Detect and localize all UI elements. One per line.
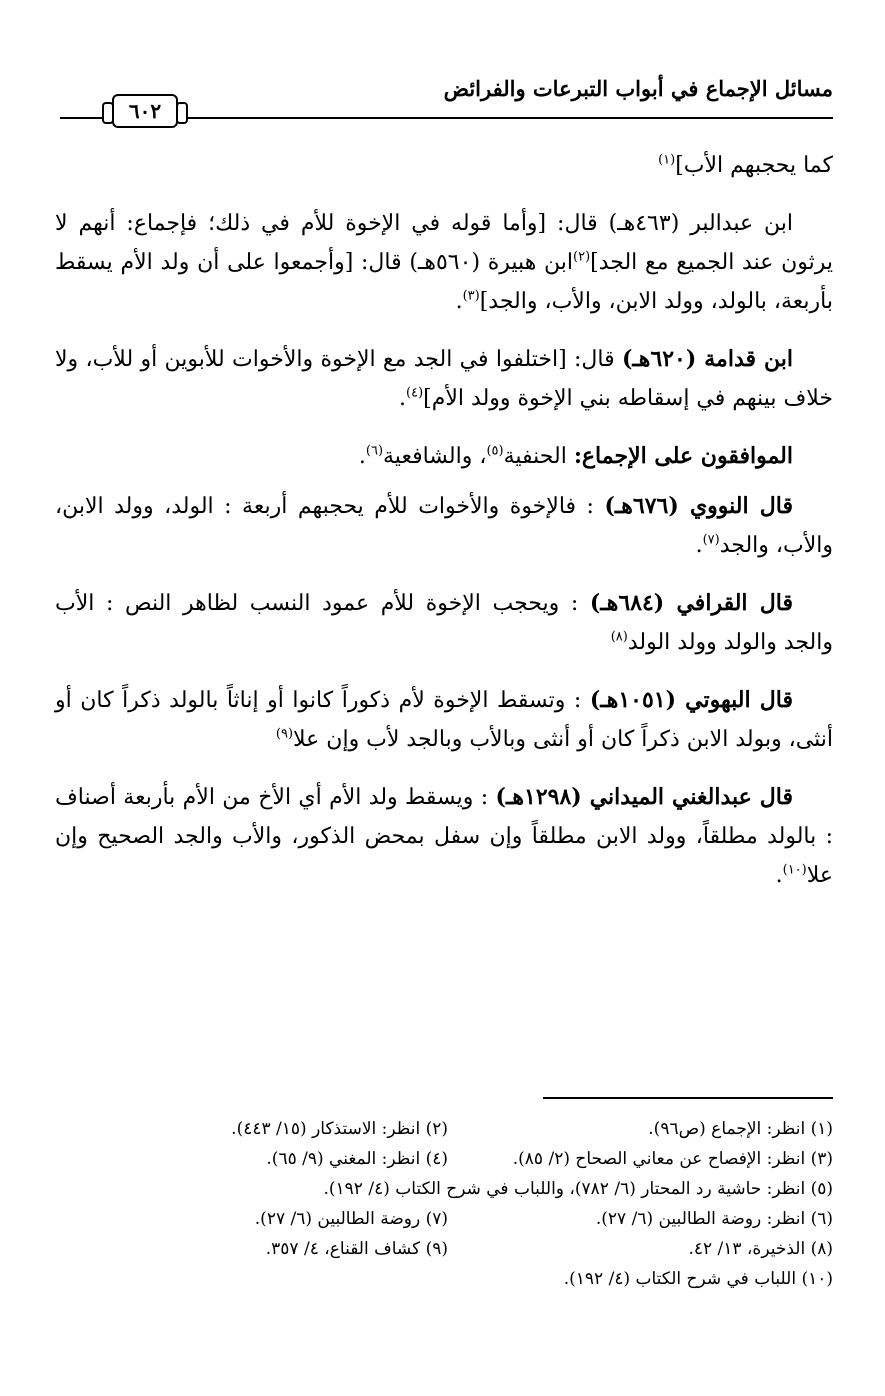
footnotes xyxy=(55,1114,833,1294)
footnote: (٤) انظر: المغني (٩/ ٦٥). xyxy=(266,1149,448,1169)
paragraph-text: : فالإخوة والأخوات للأم يحجبهم أربعة : الولد، وولد الابن، والأب، والجد xyxy=(55,494,833,558)
paragraph-text: ابن هبيرة (٥٦٠هـ) قال: [وأجمعوا على أن ولد الأم يسقط بأربعة، بالولد، وولد الابن، والأب، والجد] xyxy=(55,250,833,314)
paragraph xyxy=(55,437,833,476)
footnote: (١٠) اللباب في شرح الكتاب (٤/ ١٩٢). xyxy=(563,1269,833,1289)
bold-heading: ابن قدامة (٦٢٠هـ) xyxy=(621,346,793,372)
paragraph-text: . xyxy=(775,863,783,888)
footnote-row xyxy=(55,1204,833,1234)
bold-heading: قال عبدالغني الميداني (١٢٩٨هـ) xyxy=(495,784,794,810)
paragraph-text: الحنفية xyxy=(503,444,574,469)
paragraph xyxy=(55,340,833,418)
body-text xyxy=(55,146,833,914)
footnote-marker: (١٠) xyxy=(782,862,807,878)
footnote-marker: (٦) xyxy=(365,443,384,459)
footnote-marker: (٩) xyxy=(275,726,294,742)
footnote-row xyxy=(55,1174,833,1204)
footnote: (٨) الذخيرة، ١٣/ ٤٢. xyxy=(688,1239,833,1259)
paragraph-text: ابن عبدالبر (٤٦٣هـ) قال: [وأما قوله في الإخوة للأم في ذلك؛ فإجماع: أنهم لا يرثون عند الجميع مع الجد] xyxy=(55,211,833,275)
bold-heading: قال البهوتي (١٠٥١هـ) xyxy=(589,687,793,713)
paragraph-text: : ويسقط ولد الأم أي الأخ من الأم بأربعة أصناف : بالولد مطلقاً، وولد الابن مطلقاً وإن سفل بمحض الذكور، والأب والجد الصحيح وإن علا xyxy=(55,785,833,888)
bold-heading: الموافقون على الإجماع: xyxy=(573,443,793,469)
footnote-marker: (١) xyxy=(658,152,676,168)
footnote: (٥) انظر: حاشية رد المحتار (٦/ ٧٨٢)، واللباب في شرح الكتاب (٤/ ١٩٢). xyxy=(323,1179,833,1199)
paragraph-text: : ويحجب الإخوة للأم عمود النسب لظاهر النص : الأب والجد والولد وولد الولد xyxy=(55,591,833,655)
paragraph-text: كما يحجبهم الأب] xyxy=(675,153,833,178)
footnote-marker: (٤) xyxy=(406,385,424,401)
paragraph-text: . xyxy=(695,533,703,558)
bold-heading: قال النووي (٦٧٦هـ) xyxy=(604,493,793,519)
footnote-marker: (٢) xyxy=(573,249,591,265)
bold-heading: قال القرافي (٦٨٤هـ) xyxy=(589,590,793,616)
footnote-marker: (٣) xyxy=(462,288,480,304)
paragraph-text: . xyxy=(399,386,407,411)
footnote-row xyxy=(55,1144,833,1174)
paragraph-text: . xyxy=(358,444,366,469)
paragraph xyxy=(55,487,833,565)
footnote: (٣) انظر: الإفصاح عن معاني الصحاح (٢/ ٨٥). xyxy=(512,1149,833,1169)
paragraph xyxy=(55,681,833,759)
footnote: (٧) روضة الطالبين (٦/ ٢٧). xyxy=(254,1209,448,1229)
paragraph-text: : وتسقط الإخوة لأم ذكوراً كانوا أو إناثاً بالولد ذكراً كان أو أنثى، وبولد الابن ذكراً كان أو أنثى وبالأب وبالجد لأب وإن علا xyxy=(55,688,833,752)
footnote-marker: (٧) xyxy=(702,532,720,548)
paragraph-text: قال: [اختلفوا في الجد مع الإخوة والأخوات للأبوين أو للأب، ولا خلاف بينهم في إسقاطه بني الإخوة وولد الأم] xyxy=(55,347,833,411)
footnote-marker: (٥) xyxy=(486,443,504,459)
paragraph xyxy=(55,146,833,185)
footnote: (١) انظر: الإجماع (ص٩٦). xyxy=(648,1119,833,1139)
footnote-row xyxy=(55,1114,833,1144)
footnote: (٢) انظر: الاستذكار (١٥/ ٤٤٣). xyxy=(231,1119,448,1139)
paragraph-text: . xyxy=(455,289,463,314)
page-number-frame xyxy=(112,94,178,128)
page-number: ٦٠٢ xyxy=(128,99,162,123)
footnote-row xyxy=(55,1264,833,1294)
footnote-row xyxy=(55,1234,833,1264)
footnote: (٩) كشاف القناع، ٤/ ٣٥٧. xyxy=(265,1239,448,1259)
footnote-separator xyxy=(543,1097,833,1099)
paragraph xyxy=(55,778,833,895)
paragraph xyxy=(55,204,833,321)
running-title: مسائل الإجماع في أبواب التبرعات والفرائض xyxy=(443,76,833,101)
footnote: (٦) انظر: روضة الطالبين (٦/ ٢٧). xyxy=(595,1209,833,1229)
paragraph-text: ، والشافعية xyxy=(383,444,487,469)
footnote-marker: (٨) xyxy=(610,629,628,645)
paragraph xyxy=(55,584,833,662)
